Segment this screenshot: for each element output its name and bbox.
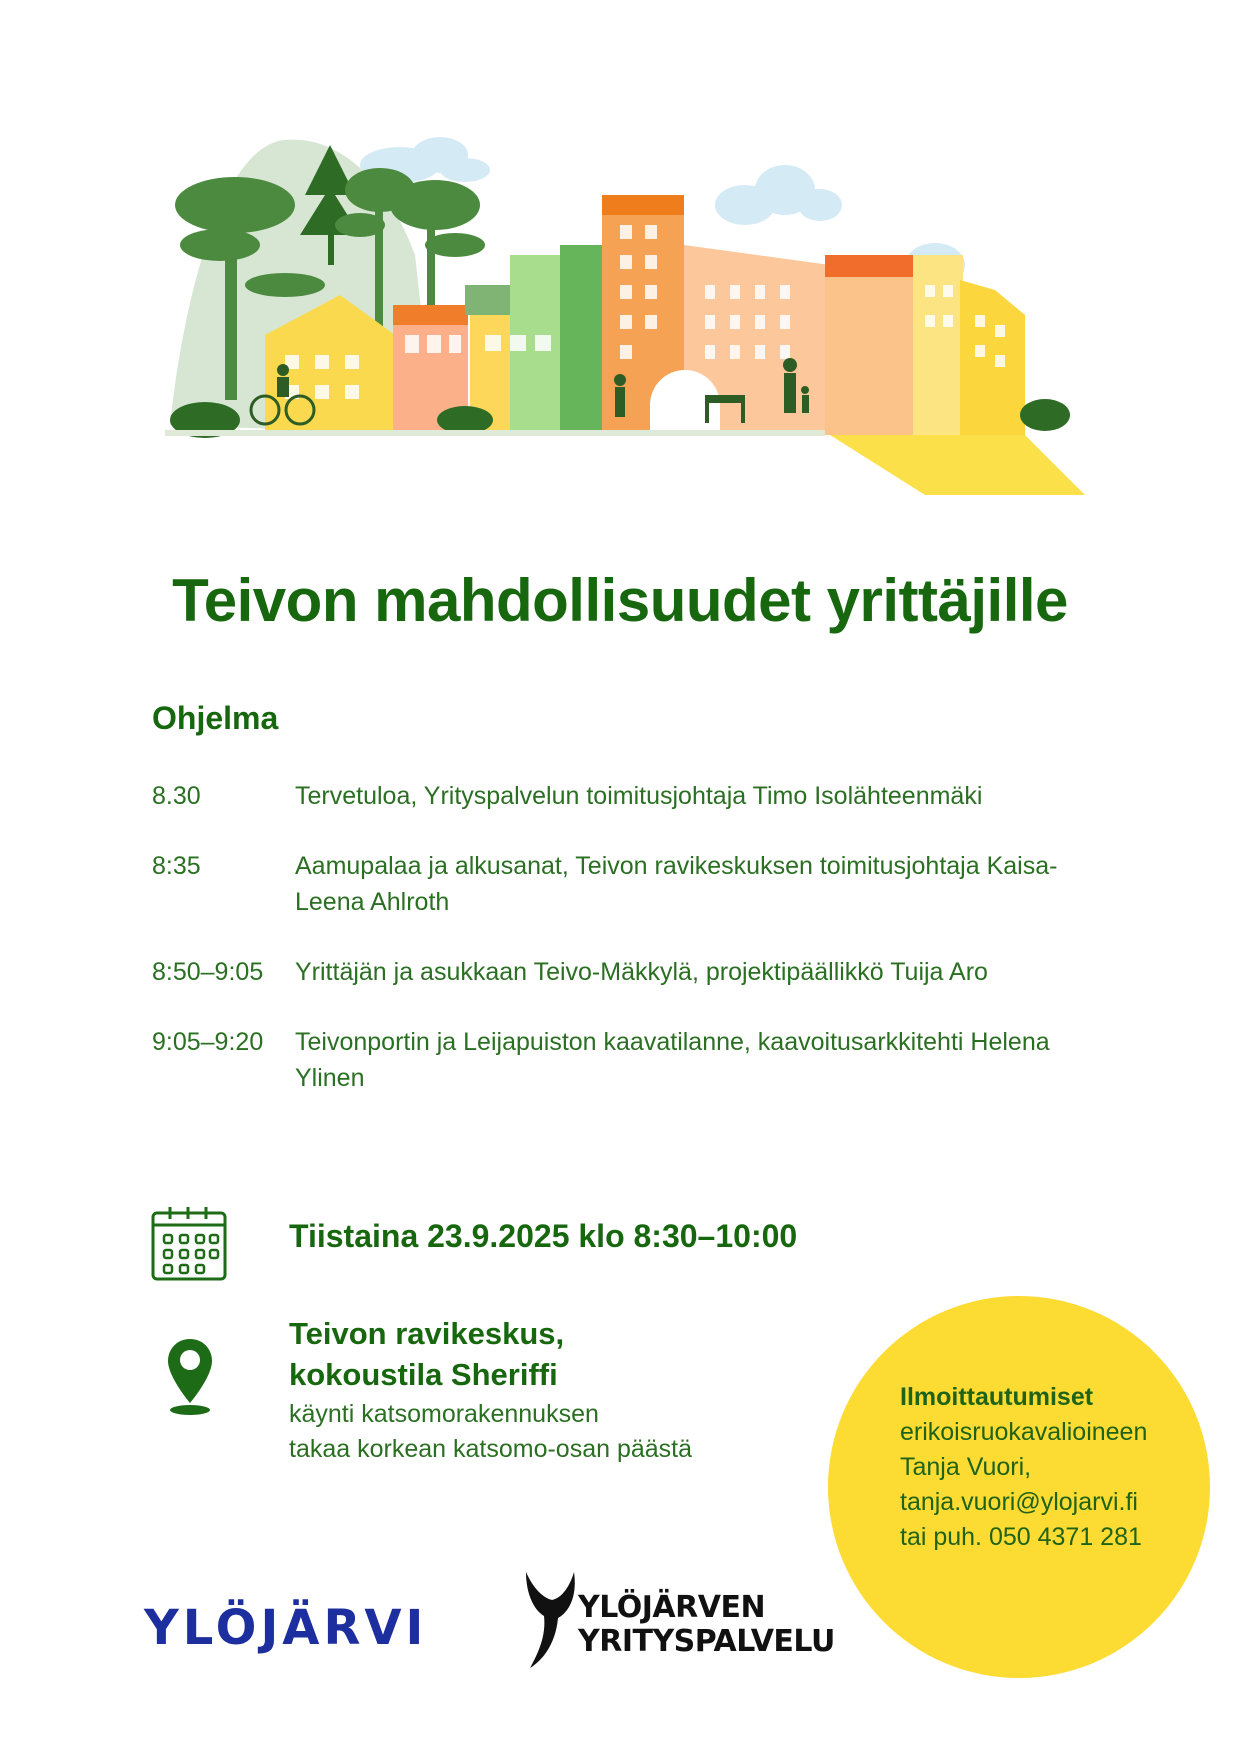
registration-heading: Ilmoittautumiset (900, 1383, 1094, 1411)
location-pin-icon (165, 1337, 215, 1417)
registration-contact: Tanja Vuori, (900, 1453, 1032, 1481)
program-text: Tervetuloa, Yrityspalvelun toimitusjohtaja Timo Isolähteenmäki (295, 782, 983, 810)
calendar-icon (150, 1203, 230, 1283)
program-text: Yrittäjän ja asukkaan Teivo-Mäkkylä, projektipäällikkö Tuija Aro (295, 958, 988, 986)
program-text: Aamupalaa ja alkusanat, Teivon ravikeskuksen toimitusjohtaja Kaisa-Leena Ahlroth (295, 852, 1058, 916)
page-title: Teivon mahdollisuudet yrittäjille (172, 567, 1068, 634)
yrityspalvelu-logo-line2: YRITYSPALVELU (578, 1624, 835, 1659)
registration-phone: tai puh. 050 4371 281 (900, 1523, 1142, 1551)
registration-line: erikoisruokavalioineen (900, 1418, 1148, 1446)
venue-access-line: takaa korkean katsomo-osan päästä (289, 1435, 693, 1463)
program-text: Teivonportin ja Leijapuiston kaavatilanne, kaavoitusarkkitehti Helena Ylinen (295, 1028, 1050, 1092)
registration-email[interactable]: tanja.vuori@ylojarvi.fi (900, 1488, 1138, 1516)
program-time: 8:50–9:05 (152, 958, 264, 986)
program-time: 9:05–9:20 (152, 1028, 264, 1056)
venue-name: Teivon ravikeskus, (289, 1316, 565, 1351)
yrityspalvelu-logo-line1: YLÖJÄRVEN (578, 1590, 766, 1625)
cityscape-illustration (165, 135, 1125, 505)
program-time: 8:35 (152, 852, 201, 880)
program-heading: Ohjelma (152, 700, 279, 736)
venue-access-line: käynti katsomorakennuksen (289, 1400, 599, 1428)
event-date: Tiistaina 23.9.2025 klo 8:30–10:00 (289, 1218, 798, 1254)
yrityspalvelu-logo (522, 1570, 842, 1670)
program-time: 8.30 (152, 782, 201, 810)
venue-room: kokoustila Sheriffi (289, 1357, 558, 1392)
ylojarvi-logo: YLÖJÄRVI (144, 1600, 428, 1656)
yrityspalvelu-mark-icon (522, 1570, 582, 1670)
